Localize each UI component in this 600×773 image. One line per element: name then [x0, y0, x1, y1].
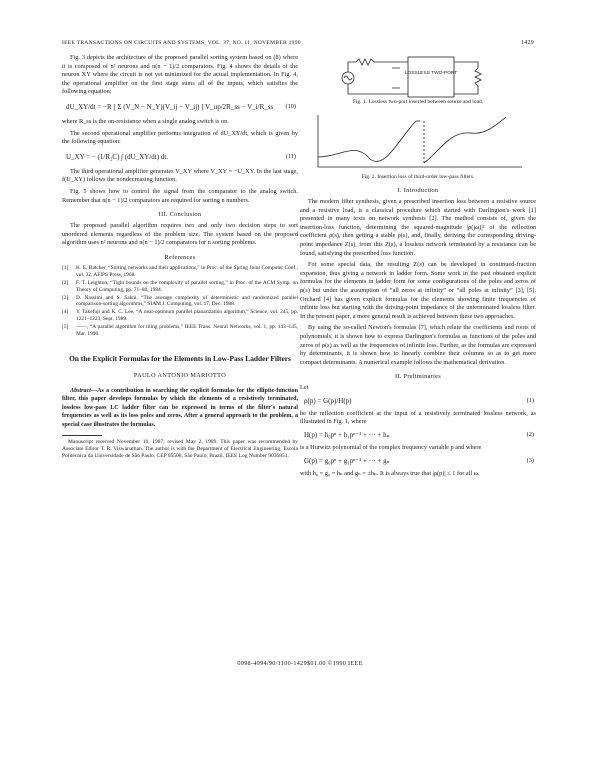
abstract-text: —As a contribution in searching the explicit formulas for the elliptic-function filter, this paper develops formulas by which the elements of a resistively terminated, lossless low-pass LC ladder filter can be expressed in terms of the filter's natural frequencies as well as its loss poles and zeros. After a general approach to the problem, a special case illustrates the formulas. — [62, 387, 298, 428]
paragraph: Let — [300, 384, 309, 392]
paragraph: The proposed parallel algorithm requires two and only two decision steps to sort unordered elements regardless of the problem size. The system based on the proposed algorithm uses n² neurons and n(n − 1)/2 comparators for n sorting problems. — [62, 222, 298, 247]
equation-number: (2) — [526, 431, 534, 439]
paragraph: with h₀ = g₀ = hₙ and gₙ = ±hₙ. It is always true that |ρ(p)| ≤ 1 for all ω. — [300, 469, 480, 477]
figure-2 — [300, 111, 536, 181]
equation-text: dU_XY/dt = −R [ Σ (V_N − N_Y)(V_ij − V_ij) ] V_up/2R_ss − V_i/R_ss — [66, 102, 274, 111]
section-heading: II. Preliminaries — [394, 373, 442, 381]
paragraph: is a Hurwitz polynomial of the complex frequency variable p and where — [300, 444, 482, 452]
equation-1 — [300, 396, 536, 406]
paragraph: The second operational amplifier performs integration of dU_XY/dt, which is given by the following equation: — [62, 129, 298, 146]
equation-text: U_XY = − (1/R₂C) ∫ (dU_XY/dt) dt. — [66, 152, 169, 161]
equation-number: (1) — [526, 396, 534, 404]
page-number: 1429 — [521, 40, 534, 46]
right-column — [300, 54, 536, 481]
figure-1-caption: Fig. 1. Lossless two-port inserted between source and load. — [352, 99, 484, 105]
equation-text: ρ(p) = G(p)/H(p) — [304, 396, 352, 405]
paragraph: For some special data, the resulting Z(s) can be developed in continued-fraction expansion, thus giving a network in ladder form. Some work in the past obtained explicit formulas for the elements in ladder form for some configurations of the poles and zeros of ρ(s) but under the assumption of “all zeros at infinity” or “all poles at infinity” [3], [5]. Orchard [4] has given explicit formulas for the elements showing finite frequencies of infinite loss but starting with the driving-point impedance of the unterminated lossless filter. In the present paper, a more general result is achieved between these two approaches. — [300, 261, 536, 320]
paragraph: where R_ss is the on-resistance when a single analog switch is on. — [62, 117, 229, 125]
reference-list — [62, 265, 298, 338]
reference-item: [3] D. Nassimi and S. Sahni, “The average complexity of deterministic and randomized parallel comparison-sorting algorithms,” SIAM J. Computing, vol. 17, Dec. 1988. — [62, 294, 298, 308]
reference-item: [5] ——, “A parallel algorithm for tiling problems,” IEEE Trans. Neural Networks, vol. 1, pp. 143–145, Mar. 1990. — [62, 324, 298, 338]
author-name: PAULO ANTONIO MARIOTTO — [133, 371, 227, 379]
figure-2-caption: Fig. 2. Insertion loss of third-order low-pass filters. — [361, 174, 475, 180]
section-heading: III. Conclusion — [158, 211, 202, 219]
paper-title: On the Explicit Formulas for the Elements in Low-Pass Ladder Filters — [69, 353, 291, 363]
paragraph: By using the so-called Newton's formulas [7], which relate the coefficients and roots of polynomials, it is shown how to express Darlington's formulas as functions of the poles and zeros of ρ(s) as well as the frequencies of infinite loss. Further, as the formulas are expressed by determinants, it is shown how to linearly combine their columns so as to get more compact determinants. A numerical example follows the mathematical derivation. — [300, 324, 536, 366]
equation-number: (11) — [285, 152, 296, 160]
references-heading: References — [164, 253, 196, 261]
abstract — [62, 387, 298, 429]
footnote: Manuscript received November 10, 1987; revised May 2, 1989. This paper was recommended by Associate Editor T. R. Viswanathan. The author is with the Department of Electrical Engineering, Escola Politécnica da Universidade de São Paulo, CEP 05508, São Paulo, Brazil. IEEE Log Number 9036851. — [62, 439, 298, 460]
paragraph: Fig. 5 shows how to control the signal from the comparator to the analog switch. Remember that n(n − 1)/2 comparators are required for sorting n numbers. — [62, 187, 298, 204]
equation-text: G(p) = g₀pⁿ + g₁pⁿ⁻¹ + ··· + gₙ — [304, 456, 390, 465]
equation-3 — [300, 456, 536, 466]
reference-item: [4] Y. Takefuji and K. C. Lee, “A near-optimum parallel planarization algorithm,” Science, vol. 245, pp. 1221–1223, Sept. 1989. — [62, 309, 298, 323]
paragraph: be the reflection coefficient at the input of a resistively terminated lossless network, as illustrated in Fig. 1, where — [300, 409, 536, 426]
left-column — [62, 54, 298, 463]
figure-1 — [300, 54, 536, 106]
equation-number: (3) — [526, 456, 534, 464]
footnote-rule — [62, 435, 102, 436]
reference-item: [1] K. E. Batcher, “Sorting networks and their applications,” in Proc. of the Spring Joint Computer Conf., vol. 32, AFIPS Press, 1968. — [62, 264, 298, 278]
running-title: IEEE TRANSACTIONS ON CIRCUITS AND SYSTEMS, VOL. 37, NO. 11, NOVEMBER 1990 — [62, 40, 301, 46]
equation-text: H(p) = h₀pⁿ + h₁pⁿ⁻¹ + ··· + hₙ — [304, 431, 390, 440]
equation-2 — [300, 430, 536, 440]
equation-10 — [62, 100, 298, 114]
equation-number: (10) — [285, 102, 296, 110]
paragraph: The modern filter synthesis, given a prescribed insertion loss between a resistive source and a resistive load, is a classical procedure which started with Darlington's work [1] presented in many texts on network synthesis [2]. The method consists of, given the insertion-loss function, determining the squared-magnitude |ρ(jω)|² of the reflection coefficient ρ(s), then getting a stable ρ(s), and, finally, deriving the corresponding driving-point impedance Z(s), from this Z(s), a lossless network terminated by a resistance can be found, satisfying the prescribed loss function. — [300, 198, 536, 257]
loss-plot — [300, 111, 536, 173]
paragraph: Fig. 3 depicts the architecture of the proposed parallel sorting system based on (8) where it is composed of n² neurons and n(n − 1)/2 comparators. Fig. 4 shows the details of the neuron XY where the circuit is not yet minimized for the actual implementation. In Fig. 4, the operational amplifier on the first stage sums all of the inputs, which satisfies the following equation: — [62, 54, 298, 96]
abstract-label: Abstract — [70, 387, 91, 394]
reference-item: [2] F. T. Leighton, “Tight bounds on the complexity of parallel sorting,” in Proc. of the ACM Symp. on Theory of Computing, pp. 71–80, 1984. — [62, 279, 298, 293]
two-port-label: LOSSLESS TWO-PORT — [404, 71, 458, 76]
copyright-code: 0098-4094/90/1100-1429$01.00 ©1990 IEEE — [237, 660, 363, 667]
equation-11 — [62, 150, 298, 164]
section-heading: I. Introduction — [397, 187, 439, 194]
paragraph: The third operational amplifier generates V_XY where V_XY = −U_XY. In the last stage, f(U_XY) follows the nondecreasing function. — [62, 167, 298, 184]
circuit-diagram — [300, 54, 536, 98]
running-header — [62, 40, 534, 46]
